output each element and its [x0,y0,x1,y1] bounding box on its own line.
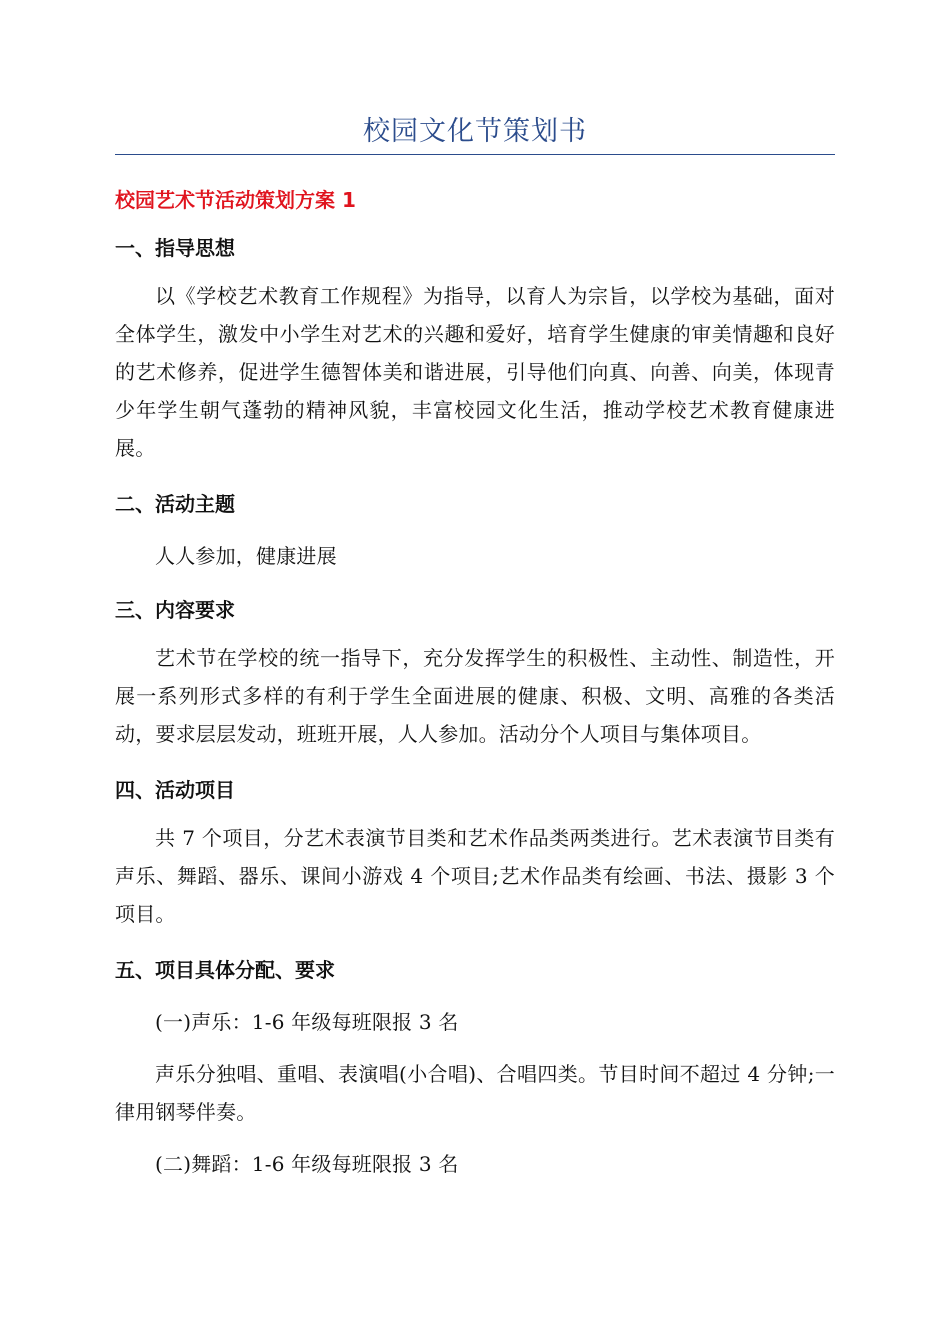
section-paragraph: 艺术节在学校的统一指导下，充分发挥学生的积极性、主动性、制造性，开展一系列形式多样的有利于学生全面进展的健康、积极、文明、高雅的各类活动，要求层层发动，班班开展，人人参加。活动分个人项目与集体项目。 [115,646,835,746]
section-heading-content-requirements: 三、内容要求 [115,598,235,622]
section-paragraph: 声乐分独唱、重唱、表演唱(小合唱)、合唱四类。节目时间不超过 4 分钟;一律用钢琴伴奏。 [115,1062,835,1124]
document-page [115,112,835,1183]
section-paragraph: 人人参加，健康进展 [155,544,337,568]
section-heading-item-allocation: 五、项目具体分配、要求 [115,958,335,982]
document-title: 校园文化节策划书 [363,116,587,147]
title-divider [115,154,835,155]
section-paragraph: 共 7 个项目，分艺术表演节目类和艺术作品类两类进行。艺术表演节目类有声乐、舞蹈、器乐、课间小游戏 4 个项目;艺术作品类有绘画、书法、摄影 3 个项目。 [115,826,835,926]
section-heading-activity-theme: 二、活动主题 [115,492,235,516]
section-heading-activity-items: 四、活动项目 [115,778,235,802]
section-paragraph: (二)舞蹈：1-6 年级每班限报 3 名 [155,1152,459,1176]
section-paragraph: (一)声乐：1-6 年级每班限报 3 名 [155,1010,459,1034]
section-paragraph: 以《学校艺术教育工作规程》为指导，以育人为宗旨，以学校为基础，面对全体学生，激发中小学生对艺术的兴趣和爱好，培育学生健康的审美情趣和良好的艺术修养，促进学生德智体美和谐进展，引导他们向真、向善、向美，体现青少年学生朝气蓬勃的精神风貌，丰富校园文化生活，推动学校艺术教育健康进展。 [115,284,835,460]
section-heading-guiding-ideology: 一、指导思想 [115,236,235,260]
plan-subtitle: 校园艺术节活动策划方案 1 [115,188,356,212]
